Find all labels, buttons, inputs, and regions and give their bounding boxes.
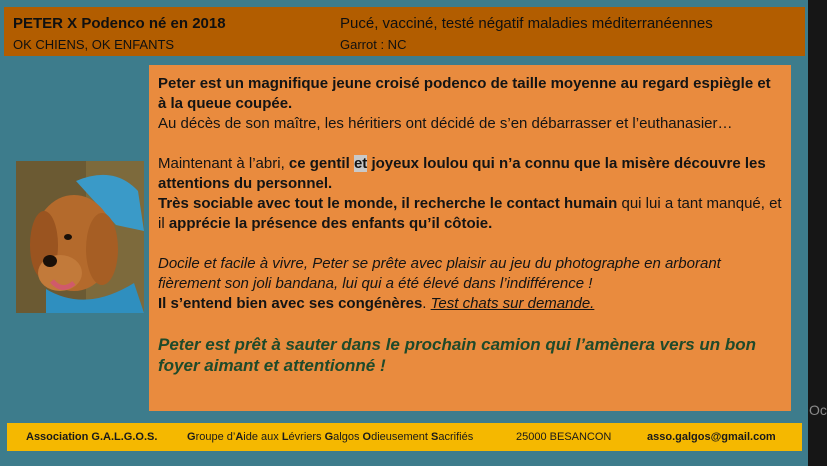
shelter-text-highlight: et [353,155,368,172]
congeneres-text: Il s’entend bien avec ses congénères [158,295,423,312]
dog-title: PETER X Podenco né en 2018 [13,15,226,32]
shelter-text-b: ce gentil [288,155,354,172]
garrot-height: Garrot : NC [340,37,407,52]
dog-photo [16,161,144,313]
congeneres-line [158,294,782,314]
intro-text: Au décès de son maître, les héritiers ont décidé de s’en débarrasser et l’euthanasier… [158,115,733,132]
shelter-text-d: joyeux loulou qui n’a connu que la misère découvre les attentions du personnel. [158,155,766,192]
association-name: Association G.A.L.G.O.S. [26,431,158,443]
contact-email[interactable]: asso.galgos@gmail.com [647,431,776,443]
footer-bar [7,423,802,451]
intro-paragraph [158,74,782,134]
sociable-text-b: qui lui a tant manqué, et il [158,195,782,232]
edge-text: Oc [809,402,827,418]
closing-paragraph: Peter est prêt à sauter dans le prochain camion qui l’amènera vers un bon foyer aimant et attentionné ! [158,335,757,375]
sociable-text-c: apprécie la présence des enfants qu’il côtoie. [168,215,493,232]
health-status: Pucé, vacciné, testé négatif maladies méditerranéennes [340,15,713,32]
docile-paragraph: Docile et facile à vivre, Peter se prête avec plaisir au jeu du photographe en arborant fièrement son joli bandana, lui qui a été élevé dans l’indifférence ! [158,255,721,292]
shelter-text-a: Maintenant à l’abri, [158,155,289,172]
dog-compatibility: OK CHIENS, OK ENFANTS [13,37,175,52]
intro-bold: Peter est un magnifique jeune croisé podenco de taille moyenne au regard espiègle et à la queue coupée. [158,75,771,112]
description-box [149,65,791,411]
shelter-paragraph [158,154,782,234]
sociable-text-a: Très sociable avec tout le monde, il recherche le contact humain [158,195,618,212]
test-chats-link[interactable]: Test chats sur demande. [430,295,595,312]
header-bar [4,7,805,56]
congeneres-dot: . [422,295,431,312]
association-city: 25000 BESANCON [516,431,612,443]
association-fullname: Groupe d’Aide aux Lévriers Galgos Odieusement Sacrifiés [187,431,474,443]
